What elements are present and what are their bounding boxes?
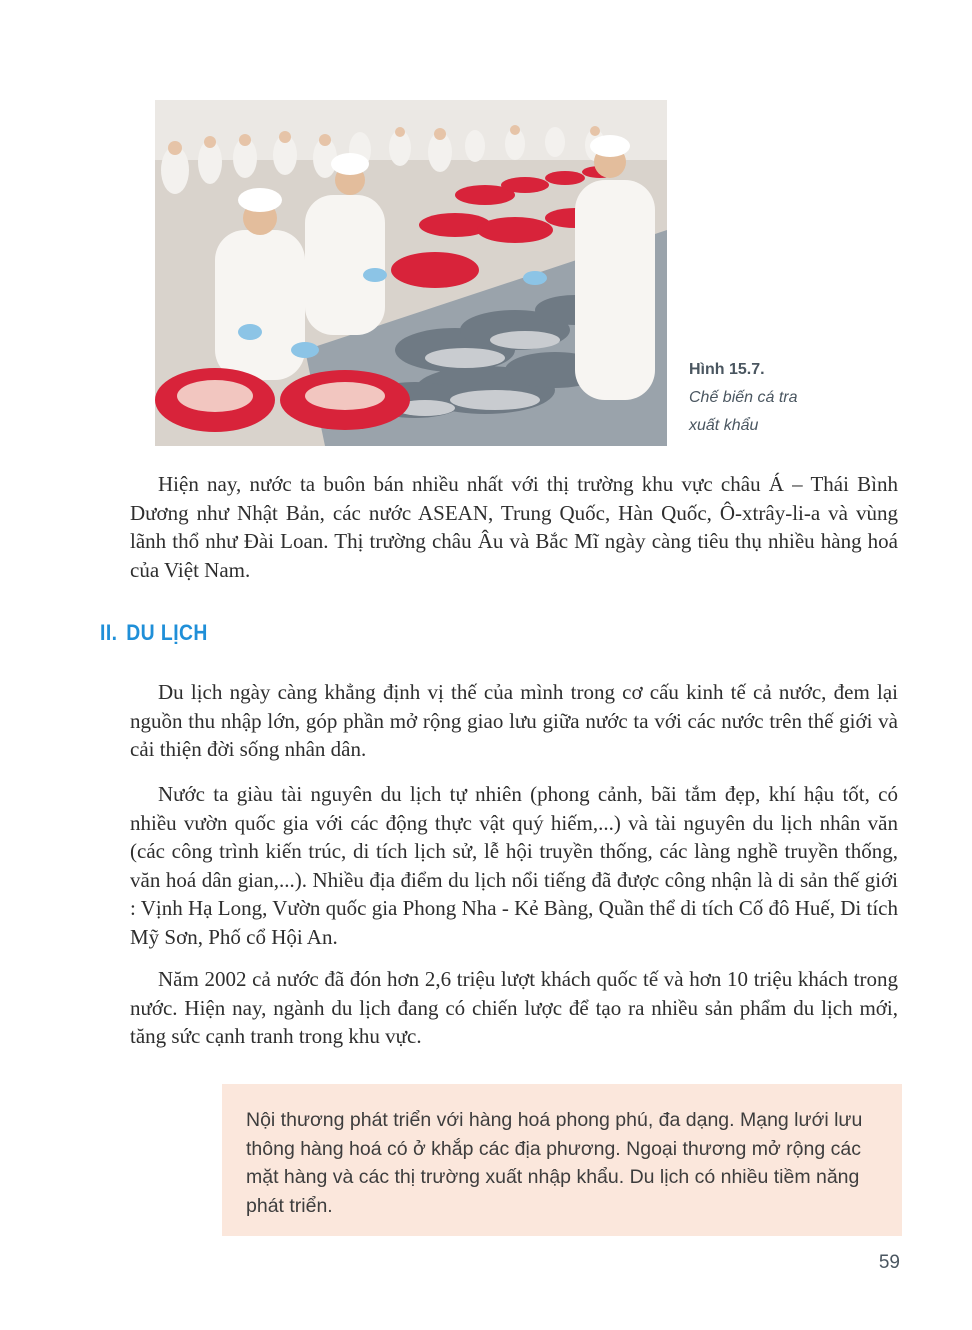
section-heading: [100, 620, 208, 646]
section-number: II.: [100, 620, 118, 645]
paragraph-tourism-role-text: Du lịch ngày càng khẳng định vị thế của mình trong cơ cấu kinh tế cả nước, đem lại nguồn thu nhập lớn, góp phần mở rộng giao lưu giữa nước ta với các nước trên thế giới và cải thiện đời sống nhân dân.: [130, 680, 898, 761]
paragraph-tourism-role: [130, 678, 898, 764]
figure-number: Hình 15.7.: [689, 361, 765, 378]
page-number: 59: [878, 1252, 900, 1273]
paragraph-tourism-stats-text: Năm 2002 cả nước đã đón hơn 2,6 triệu lượt khách quốc tế và hơn 10 triệu khách trong nước. Hiện nay, ngành du lịch đang có chiến lược để tạo ra nhiều sản phẩm du lịch mới, tăng sức cạnh tranh trong khu vực.: [130, 967, 898, 1048]
section-title: DU LỊCH: [126, 620, 208, 645]
summary-text: Nội thương phát triển với hàng hoá phong phú, đa dạng. Mạng lưới lưu thông hàng hoá có ở khắp các địa phương. Ngoại thương mở rộng các mặt hàng và các thị trường xuất nhập khẩu. Du lịch có nhiều tiềm năng phát triển.: [246, 1109, 863, 1217]
figure-caption-text: Chế biến cá tra xuất khẩu: [689, 389, 798, 434]
summary-box: [222, 1084, 902, 1236]
paragraph-trade-markets: [130, 470, 898, 584]
paragraph-tourism-resources: [130, 780, 898, 951]
paragraph-tourism-stats: [130, 965, 898, 1051]
figure-photo: [155, 100, 667, 446]
paragraph-tourism-resources-text: Nước ta giàu tài nguyên du lịch tự nhiên (phong cảnh, bãi tắm đẹp, khí hậu tốt, có nhiều vườn quốc gia với các động thực vật quý hiếm,...) và tài nguyên du lịch nhân văn (các công trình kiến trúc, di tích lịch sử, lễ hội truyền thống, các làng nghề truyền thống, văn hoá dân gian,...). Nhiều địa điểm du lịch nổi tiếng đã được công nhận là di sản thế giới : Vịnh Hạ Long, Vườn quốc gia Phong Nha - Kẻ Bàng, Quần thể di tích Cố đô Huế, Di tích Mỹ Sơn, Phố cổ Hội An.: [130, 782, 898, 949]
paragraph-trade-markets-text: Hiện nay, nước ta buôn bán nhiều nhất với thị trường khu vực châu Á – Thái Bình Dương như Nhật Bản, các nước ASEAN, Trung Quốc, Hàn Quốc, Ô-xtrây-li-a và vùng lãnh thổ như Đài Loan. Thị trường châu Âu và Bắc Mĩ ngày càng tiêu thụ nhiều hàng hoá của Việt Nam.: [130, 472, 898, 582]
fish-processing-illustration: [155, 100, 667, 446]
figure-caption: [689, 356, 889, 440]
